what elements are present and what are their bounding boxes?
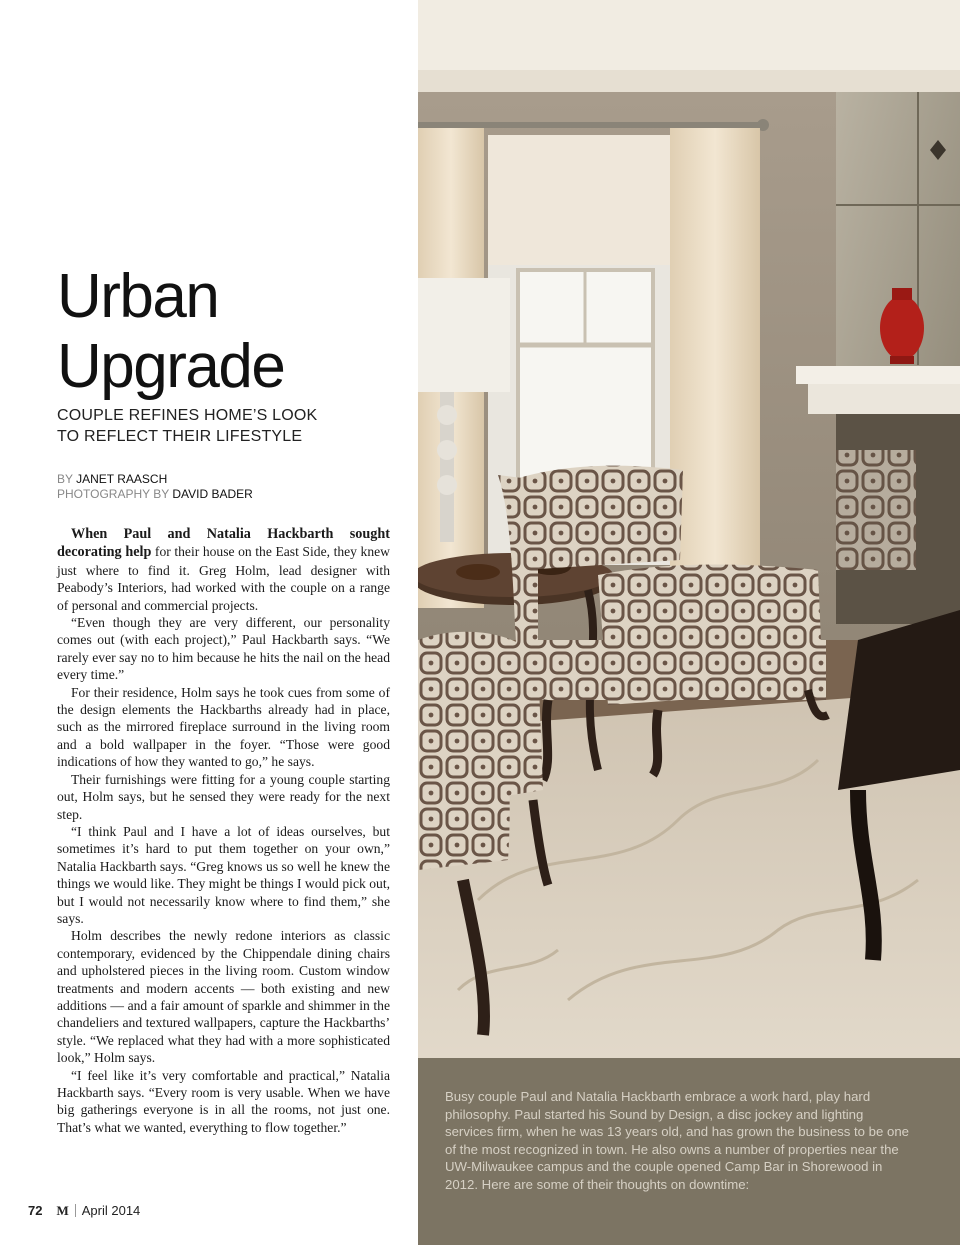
body-paragraph-6: Holm describes the newly redone interiors as classic contemporary, evidenced by the Chippendale dining chairs and upholstered pieces in the living room. Custom window treatments and modern accents — both existing and new additions — and a fair amount of sparkle and shimmer in the chandeliers and textured wallpapers, capture the Hackbarths’ style. “We replaced what they had with a more sophisticated look,” Holm says.	[57, 928, 390, 1066]
body-paragraph-7: “I feel like it’s very comfortable and practical,” Natalia Hackbarth says. “Every room is very usable. When we have big gatherings everyone is in all the rooms, not just one. That’s what we wanted, everything to flow together.”	[57, 1067, 390, 1135]
body-paragraph-5: “I think Paul and I have a lot of ideas ourselves, but sometimes it’s hard to put them together on your own,” Natalia Hackbarth says. “Greg knows us so well he knew the things we would like. They might be things I would pick out, but I would not necessarily know where to find them,” she says.	[57, 823, 390, 926]
body-paragraph-2: “Even though they are very different, our personality comes out (with each project),” Paul Hackbarth says. “We rarely ever say no to him because he hits the nail on the head every time.”	[57, 615, 390, 683]
body-paragraph-3: For their residence, Holm says he took cues from some of the design elements the Hackbarths already had in place, such as the mirrored fireplace surround in the living room and a bold wallpaper in the foyer. “Those were good indications of how they wanted to go,” he says.	[57, 684, 390, 770]
title-line-2: Upgrade	[57, 332, 285, 401]
page-number: 72	[28, 1203, 43, 1218]
magazine-logo: M	[56, 1203, 69, 1218]
subtitle-line-2: TO REFLECT THEIR LIFESTYLE	[57, 428, 303, 445]
subtitle-line-1: COUPLE REFINES HOME’S LOOK	[57, 407, 318, 424]
body-paragraph-1	[57, 525, 390, 614]
living-room-photo	[418, 0, 960, 1058]
photo-credit-prefix: PHOTOGRAPHY BY	[57, 487, 173, 501]
byline	[57, 472, 253, 487]
lead-in: When Paul and Natalia Hackbarth sought decorating help	[57, 526, 390, 561]
byline-prefix: BY	[57, 472, 77, 486]
paragraph-1-rest: for their house on the East Side, they knew just where to find it. Greg Holm, lead designer with Peabody’s Interiors, had worked with the couple on a range of personal and commercial projects.	[57, 544, 390, 613]
article-subtitle	[57, 405, 387, 447]
article-column	[0, 0, 418, 1245]
photographer-name: DAVID BADER	[172, 487, 253, 501]
title-line-1: Urban	[57, 262, 219, 331]
living-room-illustration	[418, 0, 960, 1058]
photo-credit	[57, 487, 253, 502]
article-body	[57, 525, 390, 1136]
caption-box	[418, 1058, 960, 1245]
issue-date: April 2014	[81, 1203, 141, 1218]
credits	[57, 472, 253, 502]
folio	[28, 1203, 140, 1219]
photo-caption: Busy couple Paul and Natalia Hackbarth embrace a work hard, play hard philosophy. Paul started his Sound by Design, a disc jockey and lighting services firm, when he was 13 years old, and has grown the business to be one of the most recognized in town. He also owns a number of properties near the UW-Milwaukee campus and the couple opened Camp Bar in Shorewood in 2012. Here are some of their thoughts on downtime:	[445, 1089, 910, 1192]
author-name: JANET RAASCH	[76, 472, 168, 486]
article-title	[57, 262, 284, 402]
folio-divider	[75, 1204, 76, 1217]
body-paragraph-4: Their furnishings were fitting for a young couple starting out, Holm says, but he sensed they were ready for the next step.	[57, 771, 390, 822]
